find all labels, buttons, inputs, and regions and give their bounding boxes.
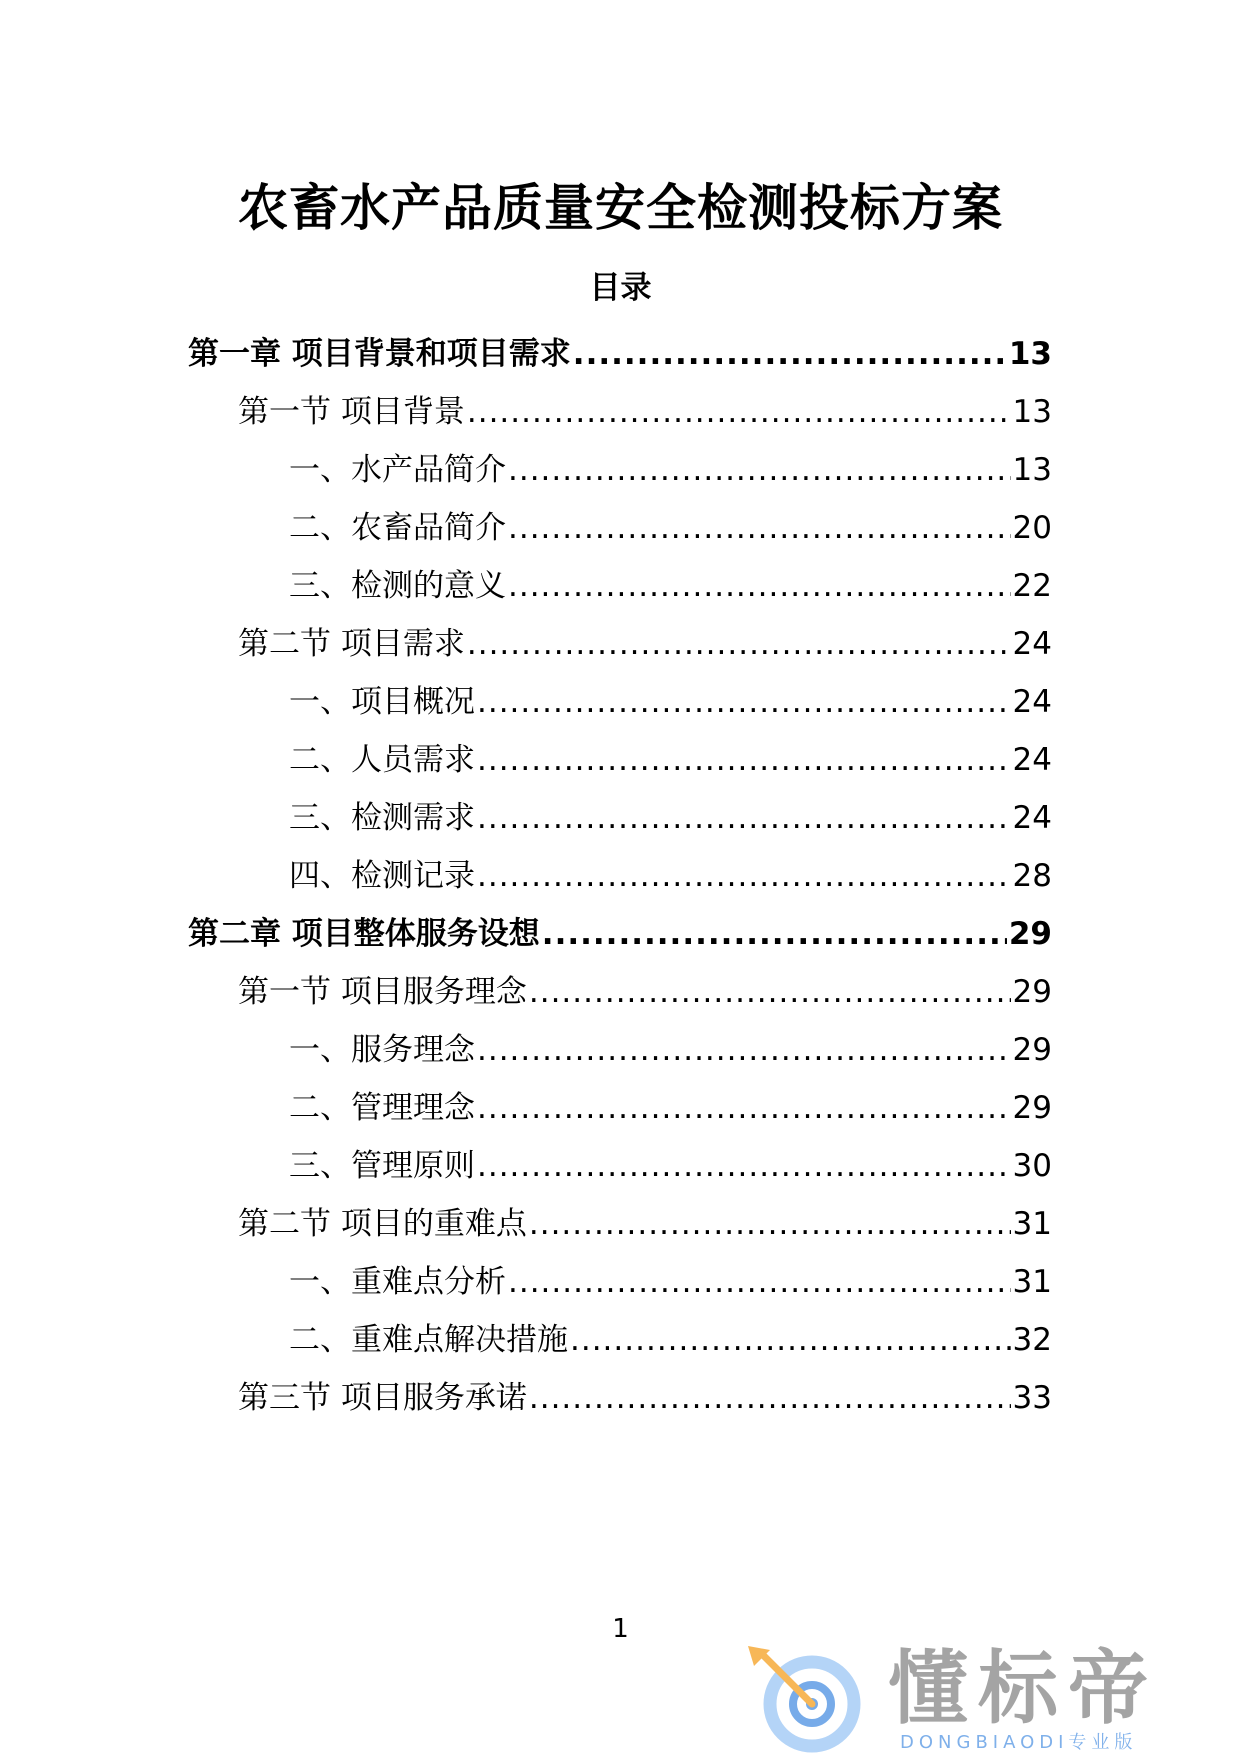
toc-entry-title: 一、水产品简介	[289, 452, 506, 488]
toc-dot-leader	[477, 1144, 1011, 1188]
toc-section-entry[interactable]	[238, 1376, 1052, 1420]
toc-dot-leader	[573, 332, 1007, 376]
toc-entry-page-number: 32	[1012, 1322, 1052, 1358]
toc-section-entry[interactable]	[238, 390, 1052, 434]
toc-entry-page-number: 20	[1012, 510, 1052, 546]
toc-dot-leader	[508, 564, 1011, 608]
toc-entry-page-number: 28	[1012, 858, 1052, 894]
toc-dot-leader	[477, 1028, 1011, 1072]
toc-chapter-entry[interactable]	[188, 912, 1052, 956]
toc-dot-leader	[529, 970, 1011, 1014]
toc-entry-page-number: 24	[1012, 800, 1052, 836]
toc-entry-page-number: 24	[1012, 626, 1052, 662]
target-arrow-logo-icon	[740, 1640, 870, 1754]
toc-subsection-entry[interactable]	[289, 738, 1052, 782]
toc-entry-title: 三、检测需求	[289, 800, 475, 836]
toc-entry-title: 第二节 项目需求	[238, 626, 465, 662]
toc-dot-leader	[477, 680, 1011, 724]
toc-entry-title: 三、管理原则	[289, 1148, 475, 1184]
toc-subsection-entry[interactable]	[289, 1028, 1052, 1072]
toc-subsection-entry[interactable]	[289, 1144, 1052, 1188]
toc-section-entry[interactable]	[238, 622, 1052, 666]
toc-dot-leader	[542, 912, 1007, 956]
watermark-brand-name: 懂标帝	[888, 1642, 1158, 1735]
toc-subsection-entry[interactable]	[289, 1260, 1052, 1304]
toc-entry-page-number: 24	[1012, 742, 1052, 778]
toc-entry-title: 第一章 项目背景和项目需求	[188, 336, 571, 372]
toc-entry-title: 二、人员需求	[289, 742, 475, 778]
toc-chapter-entry[interactable]	[188, 332, 1052, 376]
toc-entry-page-number: 29	[1012, 974, 1052, 1010]
toc-dot-leader	[477, 1086, 1011, 1130]
toc-entry-title: 第一节 项目服务理念	[238, 974, 527, 1010]
toc-entry-page-number: 31	[1012, 1206, 1052, 1242]
toc-entry-page-number: 13	[1012, 452, 1052, 488]
toc-dot-leader	[529, 1376, 1011, 1420]
toc-entry-title: 一、项目概况	[289, 684, 475, 720]
toc-entry-title: 二、农畜品简介	[289, 510, 506, 546]
toc-dot-leader	[467, 390, 1011, 434]
toc-entry-page-number: 30	[1012, 1148, 1052, 1184]
toc-entry-title: 第三节 项目服务承诺	[238, 1380, 527, 1416]
toc-dot-leader	[508, 506, 1011, 550]
toc-entry-page-number: 29	[1008, 916, 1052, 952]
toc-entry-title: 一、重难点分析	[289, 1264, 506, 1300]
toc-entry-page-number: 33	[1012, 1380, 1052, 1416]
toc-entry-title: 一、服务理念	[289, 1032, 475, 1068]
toc-entry-title: 第一节 项目背景	[238, 394, 465, 430]
toc-entry-title: 二、管理理念	[289, 1090, 475, 1126]
toc-subsection-entry[interactable]	[289, 680, 1052, 724]
toc-section-entry[interactable]	[238, 1202, 1052, 1246]
toc-entry-page-number: 29	[1012, 1032, 1052, 1068]
toc-entry-page-number: 24	[1012, 684, 1052, 720]
toc-entry-title: 第二章 项目整体服务设想	[188, 916, 540, 952]
toc-subsection-entry[interactable]	[289, 506, 1052, 550]
page-number: 1	[612, 1614, 629, 1644]
toc-dot-leader	[508, 1260, 1011, 1304]
toc-subsection-entry[interactable]	[289, 564, 1052, 608]
toc-dot-leader	[570, 1318, 1011, 1362]
toc-entry-title: 四、检测记录	[289, 858, 475, 894]
toc-entry-page-number: 31	[1012, 1264, 1052, 1300]
toc-entry-page-number: 22	[1012, 568, 1052, 604]
toc-entry-page-number: 13	[1008, 336, 1052, 372]
toc-entry-page-number: 29	[1012, 1090, 1052, 1126]
toc-subsection-entry[interactable]	[289, 1318, 1052, 1362]
toc-section-entry[interactable]	[238, 970, 1052, 1014]
toc-dot-leader	[477, 738, 1011, 782]
toc-dot-leader	[467, 622, 1011, 666]
toc-subsection-entry[interactable]	[289, 448, 1052, 492]
toc-entry-title: 三、检测的意义	[289, 568, 506, 604]
toc-dot-leader	[477, 854, 1011, 898]
toc-heading: 目录	[589, 270, 652, 306]
watermark-subtitle: DONGBIAODI专业版	[900, 1732, 1138, 1753]
toc-dot-leader	[477, 796, 1011, 840]
toc-subsection-entry[interactable]	[289, 1086, 1052, 1130]
toc-subsection-entry[interactable]	[289, 796, 1052, 840]
toc-entry-page-number: 13	[1012, 394, 1052, 430]
watermark	[740, 1640, 1210, 1754]
toc-dot-leader	[529, 1202, 1011, 1246]
toc-dot-leader	[508, 448, 1011, 492]
document-title: 农畜水产品质量安全检测投标方案	[238, 179, 1003, 237]
toc-entry-title: 二、重难点解决措施	[289, 1322, 568, 1358]
toc-subsection-entry[interactable]	[289, 854, 1052, 898]
toc-entry-title: 第二节 项目的重难点	[238, 1206, 527, 1242]
